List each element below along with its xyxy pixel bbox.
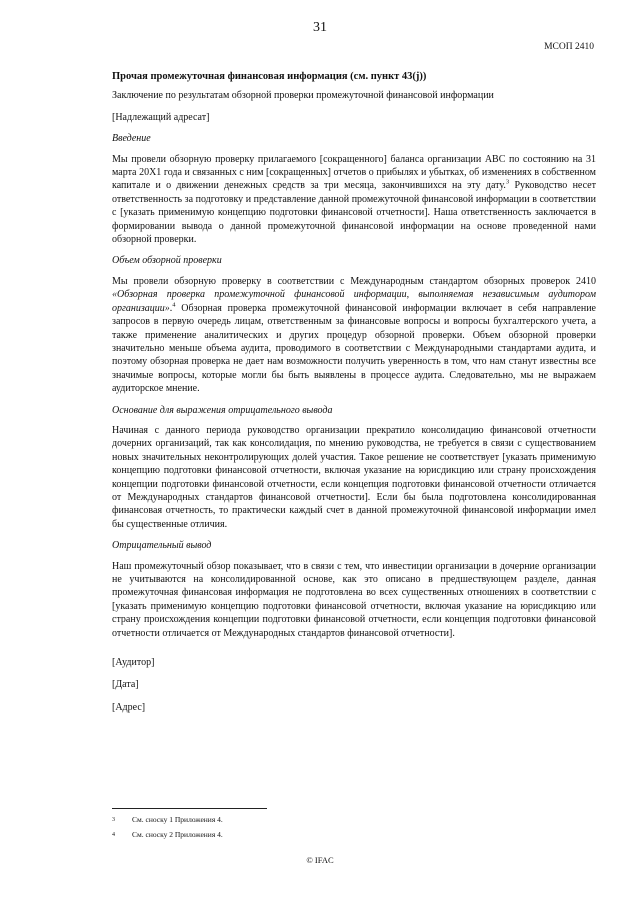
scope-heading: Объем обзорной проверки bbox=[112, 255, 222, 267]
scope-text-c: Обзорная проверка промежуточной финансовой информации включает в себя направление запросов в первую очередь лицам, ответственным за финансовые вопросы и вопросы бухгалтерского учета, а также применение аналитических и других процедур обзорной проверки. Объем обзорной проверки значительно меньше объема аудита, проводимого в соответствии с Международными стандартами аудита, и поэтому обзорная проверка не дает нам возможности получить уверенность в том, что нам станут известны все значимые вопросы, которые могли бы быть выявлены в процессе аудита. Следовательно, мы не выражаем аудиторское мнение. bbox=[112, 302, 596, 395]
footnote-mark: 4 bbox=[112, 832, 115, 838]
document-body bbox=[112, 70, 596, 723]
copyright-footer: © IFAC bbox=[306, 855, 334, 865]
footnote-ref-4: 4 bbox=[172, 301, 176, 309]
date-placeholder: [Дата] bbox=[112, 679, 139, 691]
conclusion-heading: Отрицательный вывод bbox=[112, 540, 212, 552]
report-title: Заключение по результатам обзорной проверки промежуточной финансовой информации bbox=[112, 90, 494, 102]
scope-text-a: Мы провели обзорную проверку в соответствии с Международным стандартом обзорных проверок 2410 bbox=[112, 275, 596, 287]
footnote-item bbox=[112, 829, 223, 841]
document-code: МСОП 2410 bbox=[544, 42, 594, 52]
intro-text-continued: Руководство несет ответственность за подготовку и представление данной промежуточной финансовой информации в соответствии с [указать применимую концепцию подготовки финансовой отчетности]. Наша ответственность заключается в формировании вывода о данной промежуточной финансовой информации на основе проведенной нами обзорной проверки. bbox=[112, 180, 596, 246]
basis-heading: Основание для выражения отрицательного вывода bbox=[112, 404, 333, 416]
scope-paragraph bbox=[112, 275, 596, 396]
intro-text: Мы провели обзорную проверку прилагаемого [сокращенного] баланса организации ABC по состоянию на 31 марта 20X1 года и связанных с ним [сокращенных] отчетов о прибылях и убытках, об изменениях в собственном капитале и о движении денежных средств за три месяца, закончившихся на эту дату. bbox=[112, 153, 596, 192]
footnotes bbox=[112, 814, 223, 844]
page-number: 31 bbox=[313, 20, 327, 35]
footnote-ref-3: 3 bbox=[505, 179, 510, 187]
basis-paragraph: Начиная с данного периода руководство организации прекратило консолидацию финансовой отчетности дочерних организаций, так как консолидация, по мнению руководства, не требуется в связи с существованием новых значительных неконтролирующих долей участия. Такое решение не соответствует [указать применимую концепцию подготовки финансовой отчетности, включая указание на юрисдикцию или страну происхождения концепции подготовки финансовой отчетности, если концепция подготовки финансовой отчетности отличается от Международных стандартов финансовой отчетности]. Если бы была подготовлена консолидированная финансовая отчетность, то практически каждый счет в данной промежуточной финансовой информации имел бы существенные отличия. bbox=[112, 424, 596, 530]
standard-title: «Обзорная проверка промежуточной финансовой информации, выполняемая независимым аудитором организации» bbox=[112, 289, 596, 314]
auditor-placeholder: [Аудитор] bbox=[112, 657, 155, 669]
scope-text-b: . bbox=[169, 302, 173, 314]
section-title: Прочая промежуточная финансовая информация (см. пункт 43(j)) bbox=[112, 71, 427, 82]
footnote-divider bbox=[112, 808, 267, 809]
address-placeholder: [Адрес] bbox=[112, 701, 146, 713]
conclusion-paragraph: Наш промежуточный обзор показывает, что в связи с тем, что инвестиции организации в дочерние организации не учитываются на консолидированной основе, как это описано в предшествующем разделе, данная промежуточная финансовая информация не подготовлена во всех существенных отношениях в соответствии с [указать применимую концепцию подготовки финансовой отчетности, включая указание на юрисдикцию или страну происхождения концепции подготовки финансовой отчетности, если концепция подготовки финансовой отчетности отличается от Международных стандартов финансовой отчетности]. bbox=[112, 560, 596, 639]
addressee: [Надлежащий адресат] bbox=[112, 111, 210, 123]
footnote-item bbox=[112, 814, 223, 826]
intro-paragraph bbox=[112, 153, 596, 247]
signature-block bbox=[112, 656, 596, 714]
footnote-text: См. сноску 1 Приложения 4. bbox=[132, 815, 223, 824]
intro-heading: Введение bbox=[112, 133, 151, 145]
footnote-text: См. сноску 2 Приложения 4. bbox=[132, 830, 223, 839]
footnote-mark: 3 bbox=[112, 817, 115, 823]
